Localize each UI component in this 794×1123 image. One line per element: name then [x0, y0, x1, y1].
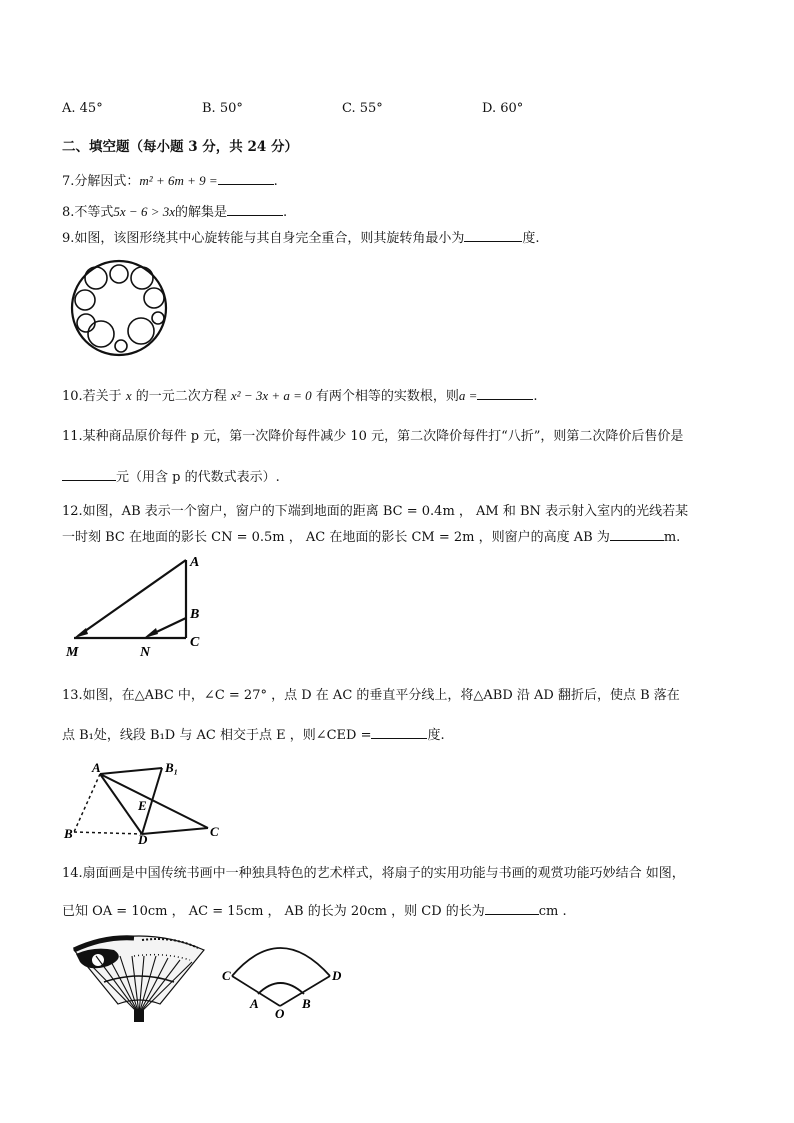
figure-9-circles: [64, 258, 174, 360]
q8-mid: 的解集是: [175, 205, 228, 220]
question-13-line1: 13.如图，在△ABC 中，∠C = 27° ，点 D 在 AC 的垂直平分线上，将△ABD 沿 AD 翻折后，使点 B 落在: [62, 688, 680, 703]
label-B: B: [190, 607, 200, 622]
q13-suffix: 度.: [427, 728, 445, 743]
question-10: [62, 385, 538, 404]
q7-expr: m² + 6m + 9 =: [139, 173, 218, 188]
q9-text: 9.如图，该图形绕其中心旋转能与其自身完全重合，则其旋转角最小为: [62, 231, 465, 246]
q9-suffix: 度.: [522, 231, 540, 246]
answer-blank: [477, 387, 533, 400]
figure-14-sector: [222, 928, 352, 1018]
label-E: E: [138, 798, 147, 813]
q10-x: x: [125, 388, 132, 403]
option-b: B. 50°: [202, 101, 243, 116]
label-N: N: [140, 645, 151, 660]
q8-expr: 5x − 6 > 3x: [113, 204, 175, 219]
figure-13-triangle-fold: [62, 758, 232, 844]
q12-suffix: m.: [663, 530, 681, 545]
fan-painting-illustration: [64, 926, 214, 1024]
figure-12-window-light: [64, 550, 214, 662]
question-12-line1: 12.如图，AB 表示一个窗户，窗户的下端到地面的距离 BC = 0.4m ， AM 和 BN 表示射入室内的光线若某: [62, 504, 689, 519]
label-M: M: [66, 645, 79, 660]
question-13-line2: [62, 724, 445, 743]
answer-blank: [610, 528, 664, 541]
q10-p3: 有两个相等的实数根，则: [315, 389, 459, 404]
label-C: C: [222, 968, 231, 983]
question-14-line2: [62, 900, 567, 919]
option-c: C. 55°: [342, 101, 383, 116]
section-title: 二、填空题（每小题 3 分，共 24 分）: [62, 139, 298, 155]
question-8: [62, 201, 287, 220]
answer-blank: [218, 172, 274, 185]
q10-p1: 10.若关于: [62, 389, 122, 404]
answer-blank: [464, 229, 522, 242]
q8-suffix: .: [283, 205, 288, 220]
q10-expr2: a =: [458, 388, 478, 403]
question-12-line2: [62, 526, 680, 545]
option-d: D. 60°: [482, 101, 524, 116]
label-B1: B₁: [165, 760, 179, 775]
label-B: B: [64, 826, 73, 841]
label-A: A: [250, 996, 259, 1011]
option-a: A. 45°: [62, 101, 103, 116]
q11-line2-text: 元（用含 p 的代数式表示）.: [116, 470, 280, 485]
answer-blank: [371, 726, 427, 739]
q14-line2-text: 已知 OA = 10cm ， AC = 15cm ， AB 的长为 20cm ，则 CD 的长为: [62, 904, 485, 919]
q14-suffix: cm .: [538, 904, 567, 919]
q7-prefix: 7.分解因式：: [62, 174, 140, 189]
q8-prefix: 8.不等式: [62, 205, 114, 220]
label-D: D: [138, 832, 148, 844]
question-11-line2: [62, 466, 280, 485]
question-14-line1: 14.扇面画是中国传统书画中一种独具特色的艺术样式，将扇子的实用功能与书画的观赏功能巧妙结合 如图，: [62, 866, 685, 881]
label-O: O: [275, 1006, 285, 1018]
label-D: D: [332, 968, 342, 983]
q10-p2: 的一元二次方程: [135, 389, 227, 404]
answer-blank: [227, 203, 283, 216]
answer-blank: [62, 468, 116, 481]
label-C: C: [190, 635, 200, 650]
label-B: B: [302, 996, 311, 1011]
label-C: C: [210, 824, 219, 839]
q7-suffix: .: [273, 174, 278, 189]
label-A: A: [92, 760, 101, 775]
answer-blank: [485, 902, 539, 915]
question-9: [62, 227, 540, 246]
question-11-line1: 11.某种商品原价每件 p 元，第一次降价每件减少 10 元，第二次降价每件打“八折”，则第二次降价后售价是: [62, 429, 684, 444]
label-A: A: [190, 555, 200, 570]
q10-suffix: .: [533, 389, 538, 404]
q12-line2-text: 一时刻 BC 在地面的影长 CN = 0.5m ， AC 在地面的影长 CM = 2m ，则窗户的高度 AB 为: [62, 530, 610, 545]
q10-expr: x² − 3x + a = 0: [230, 388, 312, 403]
question-7: [62, 170, 278, 189]
q13-line2-text: 点 B₁处，线段 B₁D 与 AC 相交于点 E ，则∠CED =: [62, 728, 372, 743]
